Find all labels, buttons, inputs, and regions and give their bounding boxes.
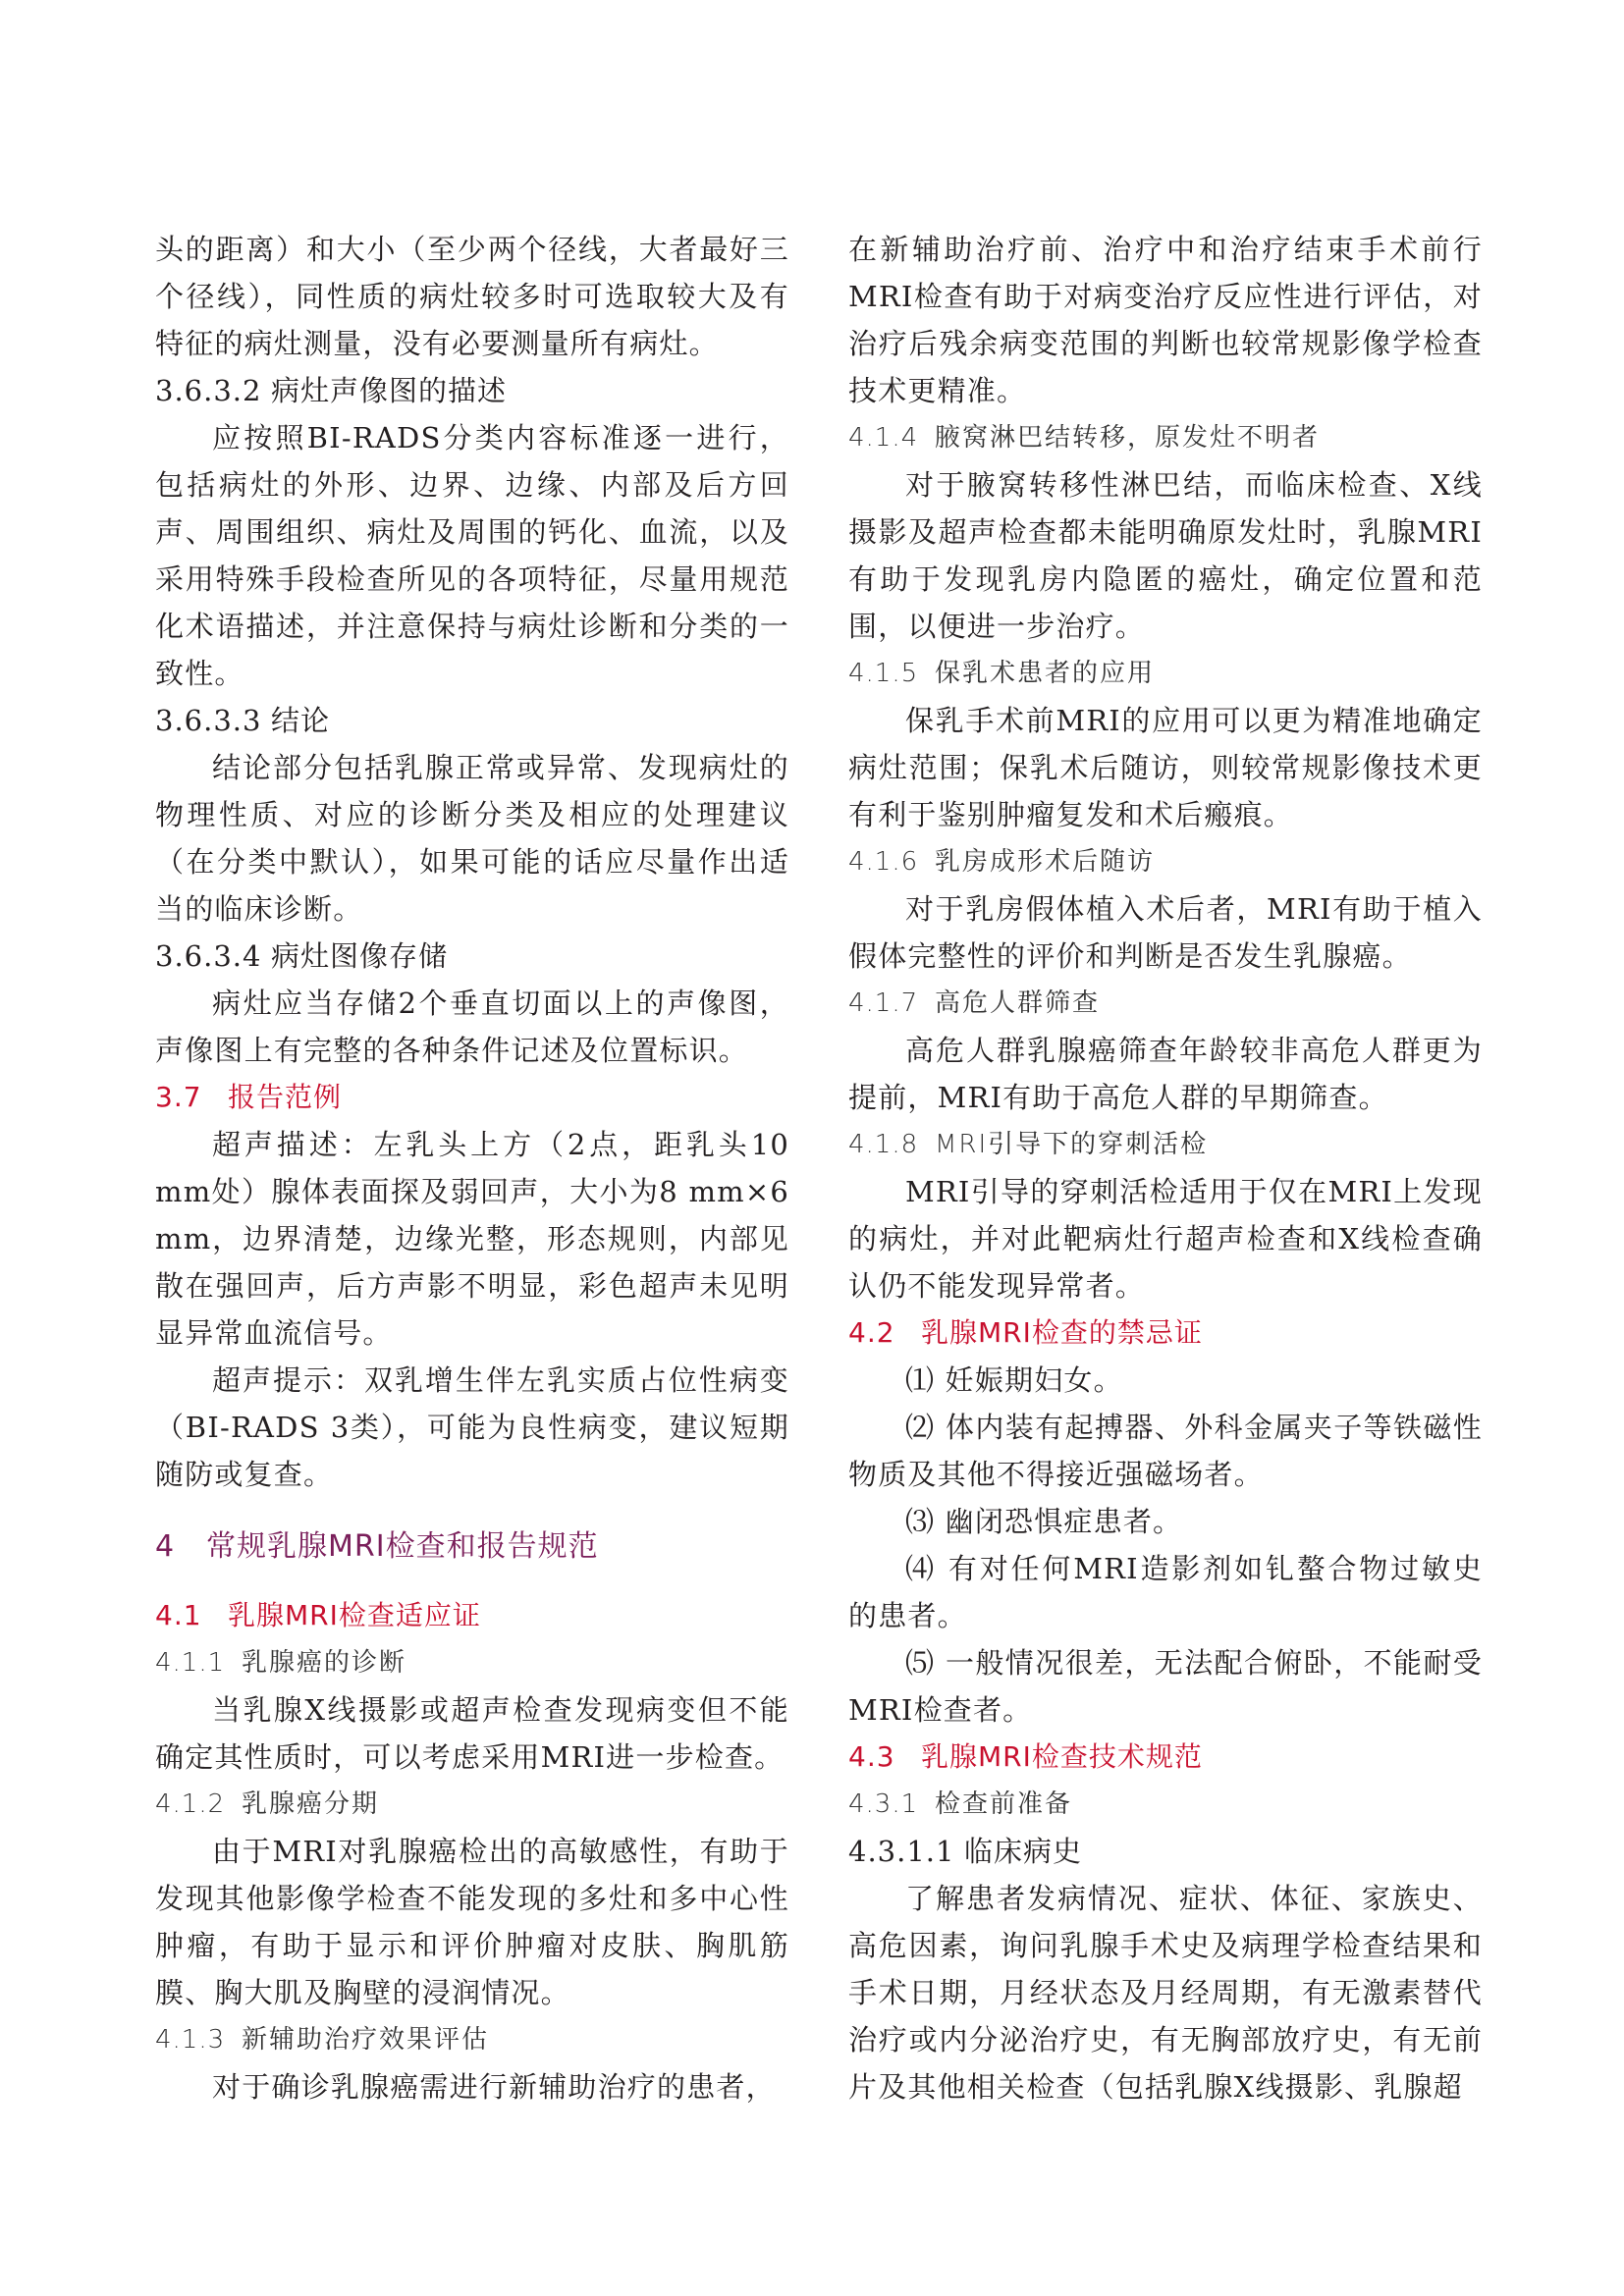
chapter-title: 常规乳腺MRI检查和报告规范	[206, 1529, 599, 1564]
section-number: 3.6.3.2	[155, 374, 262, 407]
list-item: ⑷ 有对任何MRI造影剂如钆螯合物过敏史的患者。	[848, 1552, 1483, 1632]
section-heading-4-3	[848, 1734, 1483, 1781]
paragraph: 对于确诊乳腺癌需进行新辅助治疗的患者，	[212, 2070, 776, 2104]
paragraph: 病灶应当存储2个垂直切面以上的声像图，声像图上有完整的各种条件记述及位置标识。	[155, 987, 789, 1067]
section-number: 4.3.1	[848, 1789, 919, 1819]
section-number: 3.7	[155, 1081, 202, 1113]
section-title: 乳腺MRI检查技术规范	[921, 1740, 1203, 1773]
section-number: 4.1.4	[848, 423, 919, 453]
section-heading-4-3-1-1	[848, 1828, 1483, 1875]
section-title: 保乳术患者的应用	[935, 659, 1156, 688]
paragraph: 应按照BI-RADS分类内容标准逐一进行，包括病灶的外形、边界、边缘、内部及后方回声、周围组织、病灶及周围的钙化、血流，以及采用特殊手段检查所见的各项特征，尽量用规范化术语描述，并注意保持与病灶诊断和分类的一致性。	[155, 421, 789, 690]
section-title: 报告范例	[228, 1081, 343, 1113]
section-title: 乳腺MRI检查的禁忌证	[921, 1316, 1203, 1349]
section-title: 新辅助治疗效果评估	[242, 2025, 490, 2055]
section-number: 3.6.3.4	[155, 939, 262, 973]
paragraph: 高危人群乳腺癌筛查年龄较非高危人群更为提前，MRI有助于高危人群的早期筛查。	[848, 1034, 1483, 1114]
list-item: ⑶ 幽闭恐惧症患者。	[905, 1505, 1183, 1538]
section-heading-4-2	[848, 1309, 1483, 1357]
section-number: 4.1.8	[848, 1130, 919, 1159]
section-title: 病灶声像图的描述	[271, 374, 508, 407]
section-heading-4-1-6	[848, 838, 1483, 885]
chapter-heading-4	[155, 1523, 789, 1571]
paragraph: 在新辅助治疗前、治疗中和治疗结束手术前行MRI检查有助于对病变治疗反应性进行评估，对治疗后残余病变范围的判断也较常规影像学检查技术更精准。	[848, 233, 1483, 407]
section-title: 病灶图像存储	[271, 939, 449, 973]
section-title: 乳腺癌分期	[242, 1789, 380, 1819]
section-number: 3.6.3.3	[155, 704, 262, 737]
section-heading-3-6-3-2	[155, 367, 789, 414]
section-heading-4-1-2	[155, 1781, 789, 1828]
section-title: 临床病史	[964, 1835, 1083, 1868]
paragraph: MRI引导的穿刺活检适用于仅在MRI上发现的病灶，并对此靶病灶行超声检查和X线检查确认仍不能发现异常者。	[848, 1175, 1483, 1303]
section-number: 4.1.5	[848, 659, 919, 688]
paragraph: 保乳手术前MRI的应用可以更为精准地确定病灶范围；保乳术后随访，则较常规影像技术更有利于鉴别肿瘤复发和术后瘢痕。	[848, 704, 1483, 831]
section-heading-4-1-4	[848, 414, 1483, 461]
section-heading-4-1-8	[848, 1121, 1483, 1168]
right-column	[848, 226, 1483, 2110]
paragraph: 结论部分包括乳腺正常或异常、发现病灶的物理性质、对应的诊断分类及相应的处理建议（在分类中默认），如果可能的话应尽量作出适当的临床诊断。	[155, 751, 789, 926]
section-number: 4.1.3	[155, 2025, 226, 2055]
section-heading-4-1-3	[155, 2016, 789, 2063]
paragraph: 头的距离）和大小（至少两个径线，大者最好三个径线），同性质的病灶较多时可选取较大及有特征的病灶测量，没有必要测量所有病灶。	[155, 233, 789, 360]
section-number: 4.1.1	[155, 1648, 226, 1678]
section-number: 4.2	[848, 1316, 895, 1349]
section-title: 高危人群筛查	[935, 988, 1101, 1018]
list-item: ⑴ 妊娠期妇女。	[905, 1363, 1123, 1397]
section-number: 4.1.7	[848, 988, 919, 1018]
section-heading-4-1-7	[848, 980, 1483, 1027]
left-column	[155, 226, 789, 2110]
section-heading-3-6-3-4	[155, 933, 789, 980]
section-number: 4.3.1.1	[848, 1835, 955, 1868]
section-heading-4-1-5	[848, 650, 1483, 697]
section-number: 4.1.6	[848, 847, 919, 877]
section-title: 腋窝淋巴结转移，原发灶不明者	[935, 423, 1321, 453]
paragraph: 对于乳房假体植入术后者，MRI有助于植入假体完整性的评价和判断是否发生乳腺癌。	[848, 892, 1483, 973]
section-title: 乳腺癌的诊断	[242, 1648, 407, 1678]
section-heading-3-6-3-3	[155, 697, 789, 744]
section-heading-4-3-1	[848, 1781, 1483, 1828]
list-item: ⑵ 体内装有起搏器、外科金属夹子等铁磁性物质及其他不得接近强磁场者。	[848, 1411, 1483, 1491]
paragraph: 对于腋窝转移性淋巴结，而临床检查、X线摄影及超声检查都未能明确原发灶时，乳腺MRI有助于发现乳房内隐匿的癌灶，确定位置和范围，以便进一步治疗。	[848, 468, 1483, 643]
paragraph: 当乳腺X线摄影或超声检查发现病变但不能确定其性质时，可以考虑采用MRI进一步检查。	[155, 1693, 789, 1774]
list-item: ⑸ 一般情况很差，无法配合俯卧，不能耐受MRI检查者。	[848, 1646, 1483, 1727]
section-title: 乳腺MRI检查适应证	[228, 1599, 481, 1631]
chapter-number: 4	[155, 1529, 176, 1564]
section-title: 乳房成形术后随访	[935, 847, 1156, 877]
section-heading-4-1	[155, 1592, 789, 1639]
section-number: 4.1	[155, 1599, 202, 1631]
paragraph: 了解患者发病情况、症状、体征、家族史、高危因素，询问乳腺手术史及病理学检查结果和手术日期，月经状态及月经周期，有无激素替代治疗或内分泌治疗史，有无胸部放疗史，有无前片及其他相关检查（包括乳腺X线摄影、乳腺超	[848, 1882, 1483, 2104]
paragraph: 超声提示：双乳增生伴左乳实质占位性病变（BI-RADS 3类），可能为良性病变，建议短期随防或复查。	[155, 1363, 789, 1491]
section-title: 检查前准备	[935, 1789, 1073, 1819]
paragraph: 超声描述：左乳头上方（2点，距乳头10 mm处）腺体表面探及弱回声，大小为8 mm×6 mm，边界清楚，边缘光整，形态规则，内部见散在强回声，后方声影不明显，彩色超声未见明显异常血流信号。	[155, 1128, 789, 1350]
section-title: 结论	[271, 704, 331, 737]
section-title: MRI引导下的穿刺活检	[935, 1130, 1209, 1159]
paragraph: 由于MRI对乳腺癌检出的高敏感性，有助于发现其他影像学检查不能发现的多灶和多中心性肿瘤，有助于显示和评价肿瘤对皮肤、胸肌筋膜、胸大肌及胸壁的浸润情况。	[155, 1835, 789, 2009]
section-number: 4.3	[848, 1740, 895, 1773]
section-heading-4-1-1	[155, 1639, 789, 1686]
section-number: 4.1.2	[155, 1789, 226, 1819]
section-heading-3-7	[155, 1074, 789, 1121]
